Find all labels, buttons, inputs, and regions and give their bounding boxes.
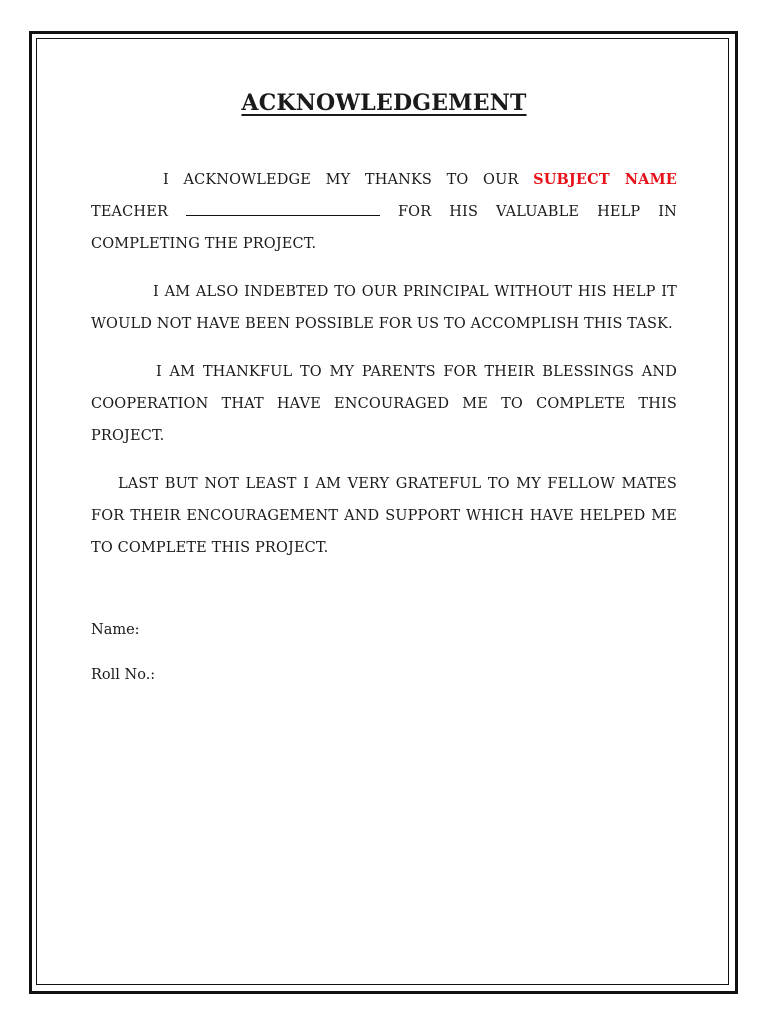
document-body	[91, 90, 677, 683]
paragraph-teacher-thanks	[91, 164, 677, 260]
paragraph-fellow-mates: LAST BUT NOT LEAST I AM VERY GRATEFUL TO MY FELLOW MATES FOR THEIR ENCOURAGEMENT AND SUPPORT WHICH HAVE HELPED ME TO COMPLETE THIS PROJECT.	[91, 476, 677, 556]
paragraph-principal: I AM ALSO INDEBTED TO OUR PRINCIPAL WITHOUT HIS HELP IT WOULD NOT HAVE BEEN POSSIBLE FOR US TO ACCOMPLISH THIS TASK.	[91, 284, 677, 332]
name-field-label: Name:	[91, 622, 140, 638]
paragraph-teacher-text-a: I ACKNOWLEDGE MY THANKS TO OUR	[163, 172, 534, 188]
roll-number-field-label: Roll No.:	[91, 667, 156, 683]
subject-name-placeholder: SUBJECT NAME	[533, 171, 677, 188]
paragraph-teacher-text-c: FOR HIS VALUABLE HELP IN COMPLETING THE PROJECT.	[91, 204, 677, 252]
paragraph-teacher-text-b: TEACHER	[91, 204, 186, 220]
paragraph-parents: I AM THANKFUL TO MY PARENTS FOR THEIR BLESSINGS AND COOPERATION THAT HAVE ENCOURAGED ME TO COMPLETE THIS PROJECT.	[91, 364, 677, 444]
document-title: ACKNOWLEDGEMENT	[241, 90, 527, 116]
teacher-name-blank-line	[186, 214, 380, 216]
